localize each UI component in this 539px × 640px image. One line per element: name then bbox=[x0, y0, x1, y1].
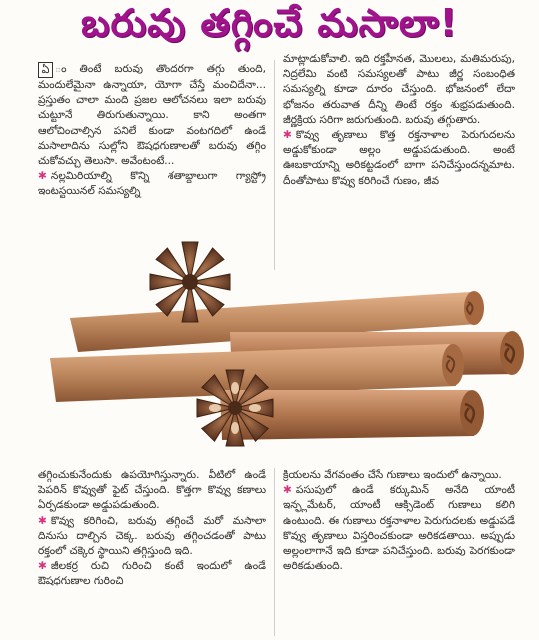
column-bottom-right bbox=[283, 468, 515, 574]
bullet-star-icon: ✱ bbox=[38, 514, 47, 527]
bullet-star-icon: ✱ bbox=[38, 560, 47, 573]
metabolism-paragraph: క్రియలను వేగవంతం చేసే గుణాలు ఇందులో ఉన్నాయి. bbox=[283, 469, 502, 481]
pepper-paragraph: ✱ నల్లమిరియాల్ని కొన్ని శతాబ్దాలుగా గ్యాస్ట్రో ఇంటస్టయినల్ సమస్యల్ని bbox=[38, 170, 266, 198]
column-bottom-left bbox=[38, 468, 266, 590]
column-top-right bbox=[283, 52, 515, 189]
star-anise-top bbox=[150, 242, 230, 322]
column-divider-bottom bbox=[274, 468, 275, 636]
cumin-paragraph: ✱ జీలకర్ర రుచి గురించి కంటే ఇందులో ఉండే ఔషధగుణాల గురించి bbox=[38, 560, 266, 588]
bullet-star-icon: ✱ bbox=[283, 129, 292, 142]
cinnamon-paragraph: ✱ కొవ్వు కరిగించి, బరువు తగ్గించే మరో మసాలా దినుసు దాల్చిన చెక్క. బరువు తగ్గించడంతో పాటు రక్తంలో చక్కెర స్థాయిని తగ్గిస్తుంది ఇది. bbox=[38, 514, 266, 558]
bullet-star-icon: ✱ bbox=[283, 484, 292, 497]
pepperine-paragraph: తగ్గించుకునేందుకు ఉపయోగిస్తున్నారు. వీటిలో ఉండే పెపరిన్ కొవ్వుతో ఫైట్ చేస్తుంది. కొత్తగా కొవ్వు కణాలు ఏర్పడకుండా అడ్డుపడుతుంది. bbox=[38, 469, 266, 512]
column-top-left bbox=[38, 62, 266, 200]
drop-cap: ఏ bbox=[38, 62, 53, 78]
column-divider-top bbox=[274, 60, 275, 270]
star-anise-bottom bbox=[197, 370, 273, 446]
cinnamon-star-anise-illustration bbox=[50, 240, 539, 460]
intro-paragraph: ఏ ం తింటే బరువు తొందరగా తగ్గు తుంది, మందులేమైనా ఉన్నాయా, యోగా చేస్తే మంచిదేనా... ప్రస్తుతం చాలా మంది ప్రజల ఆలోచనలు ఇలా బరువు చుట్టూనే తిరుగుతున్నాయి. కాని అంతగా ఆలోచించాల్సిన పనిలే కుండా వంటగదిలో ఉండే మసాలాదిను సుల్లోని ఔషధగుణాలతో బరువు తగ్గిం చుకోవచ్చు తెలుసా. అవేంటంటే... bbox=[38, 63, 266, 168]
turmeric-paragraph: ✱ పసుపులో ఉండే కర్కుమిన్ అనేది యాంటీ ఇన్ఫ్లమేటర్, యాంటీ ఆక్సిడెంట్ గుణాలు కలిగి ఉంటుంది. ఈ గుణాలు రక్తనాళాల పెరుగుదలకు అడ్డుపడే కొవ్వు తృణాలు విస్తరించకుండా అరికడతాయి. అప్పుడు అల్లంలాగానే ఇది కూడా పనిచేస్తుంది. బరువు పెరగకుండా అరికడుతుంది. bbox=[283, 484, 515, 573]
bullet-star-icon: ✱ bbox=[38, 170, 47, 183]
article-headline: బరువు తగ్గించే మసాలా! bbox=[81, 1, 458, 45]
ginger-fat-paragraph: ✱ కొవ్వు తృణాలు కొత్త రక్తనాళాల పెరుగుదలను అడ్డుకోకుండా అల్లం అడ్డుపడుతుంది. అంటే ఊబకాయాన్ని అరికట్టడంలో బాగా పనిచేస్తుందన్నమాట. దీంతోపాటు కొవ్వు కరిగించే గుణం, జీవ bbox=[283, 129, 515, 187]
ginger-benefits-paragraph: మాట్లాడుకోవాలి. ఇది రక్తహీనత, మొలలు, మతిమరుపు, నిద్రలేమి వంటి సమస్యలతో పాటు జీర్ణ సంబంధిత సమస్యల్ని కూడా దూరం చేస్తుంది. భోజనంలో లేదా భోజనం తరువాత దీన్ని తింటే రక్తం శుభ్రపడుతుంది. జీర్ణక్రియ సరిగా జరుగుతుంది. బరువు తగ్గుతారు. bbox=[283, 53, 515, 126]
